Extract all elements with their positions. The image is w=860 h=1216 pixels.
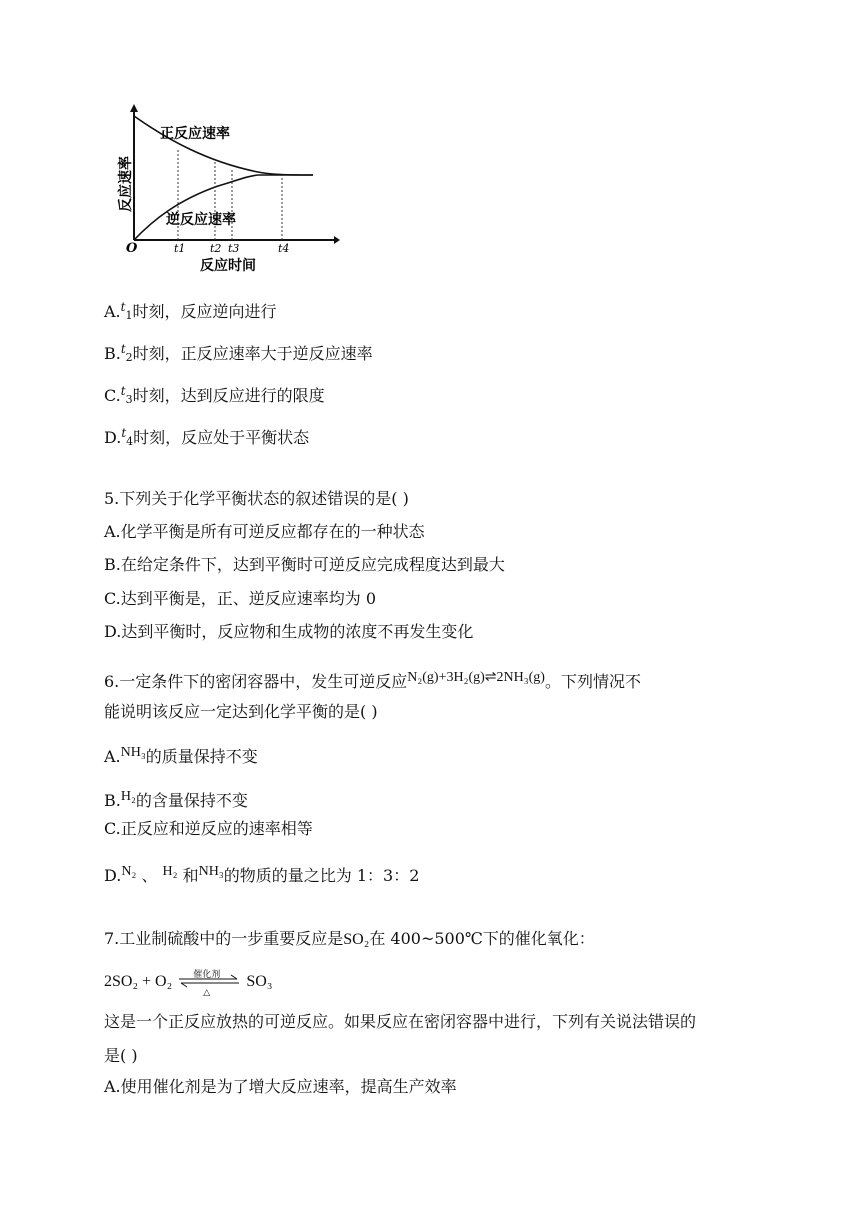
q7-eq-heat: △	[203, 988, 211, 998]
q6-option-b: B.H₂的含量保持不变	[104, 789, 248, 810]
q6-option-a: A.NH₃的质量保持不变	[104, 745, 258, 766]
q7-eq-arrow	[177, 970, 241, 998]
reverse-rate-curve	[134, 175, 313, 240]
rate-time-figure	[108, 100, 348, 280]
q7-eq-right: SO₃	[246, 973, 273, 990]
tick-t3: t3	[228, 242, 240, 255]
q6-stem-line2: 能说明该反应一定达到化学平衡的是( )	[104, 702, 378, 721]
q7-line4: 是( )	[104, 1046, 138, 1065]
q6-option-d: D.N₂ 、 H₂ 和NH₃的物质的量之比为 1：3：2	[104, 864, 420, 885]
q5-option-a: A.化学平衡是所有可逆反应都存在的一种状态	[104, 522, 425, 541]
q7-eq-catalyst: 催化剂	[193, 970, 221, 980]
q7-line3: 这是一个正反应放热的可逆反应。如果反应在密闭容器中进行，下列有关说法错误的	[104, 1012, 697, 1031]
q5-option-b: B.在给定条件下，达到平衡时可逆反应完成程度达到最大	[104, 555, 505, 574]
reverse-rate-label: 逆反应速率	[166, 212, 236, 228]
q6-option-c: C.正反应和逆反应的速率相等	[104, 819, 313, 838]
tick-t1: t1	[174, 242, 186, 255]
y-axis-arrow	[130, 104, 138, 112]
forward-rate-label: 正反应速率	[160, 126, 230, 142]
q4-option-c: C.$^t$3时刻，达到反应进行的限度	[104, 384, 325, 406]
x-axis-arrow	[334, 236, 340, 244]
q4-option-d: D.$^t$4时刻，反应处于平衡状态	[104, 426, 310, 448]
y-axis-label: 反应速率	[118, 156, 134, 212]
x-axis-label: 反应时间	[200, 258, 256, 274]
q6-equation: N₂(g)+3H₂(g)⇌2NH₃(g)	[407, 670, 545, 685]
q5-option-d: D.达到平衡时，反应物和生成物的浓度不再发生变化	[104, 622, 474, 641]
q7-option-a: A.使用催化剂是为了增大反应速率，提高生产效率	[104, 1077, 457, 1096]
q5-option-c: C.达到平衡是，正、逆反应速率均为 0	[104, 589, 377, 608]
tick-t4: t4	[278, 242, 290, 255]
tick-t2: t2	[210, 242, 222, 255]
q4-option-b: B.$^t$2时刻，正反应速率大于逆反应速率	[104, 342, 373, 364]
q7-equation	[104, 970, 273, 998]
forward-rate-curve	[134, 116, 313, 175]
q7-stem: 7.工业制硫酸中的一步重要反应是SO₂在 400~500℃下的催化氧化：	[104, 929, 595, 948]
origin-label: O	[126, 241, 138, 256]
rate-time-chart	[108, 100, 348, 280]
q4-option-a: A.$^t$1时刻，反应逆向进行	[104, 300, 277, 322]
q6-stem-line1: 6.一定条件下的密闭容器中，发生可逆反应N₂(g)+3H₂(g)⇌2NH₃(g)。下列情况不	[104, 670, 641, 691]
q5-stem: 5.下列关于化学平衡状态的叙述错误的是( )	[104, 489, 409, 508]
q7-eq-left: 2SO₂ + O₂	[104, 973, 173, 990]
